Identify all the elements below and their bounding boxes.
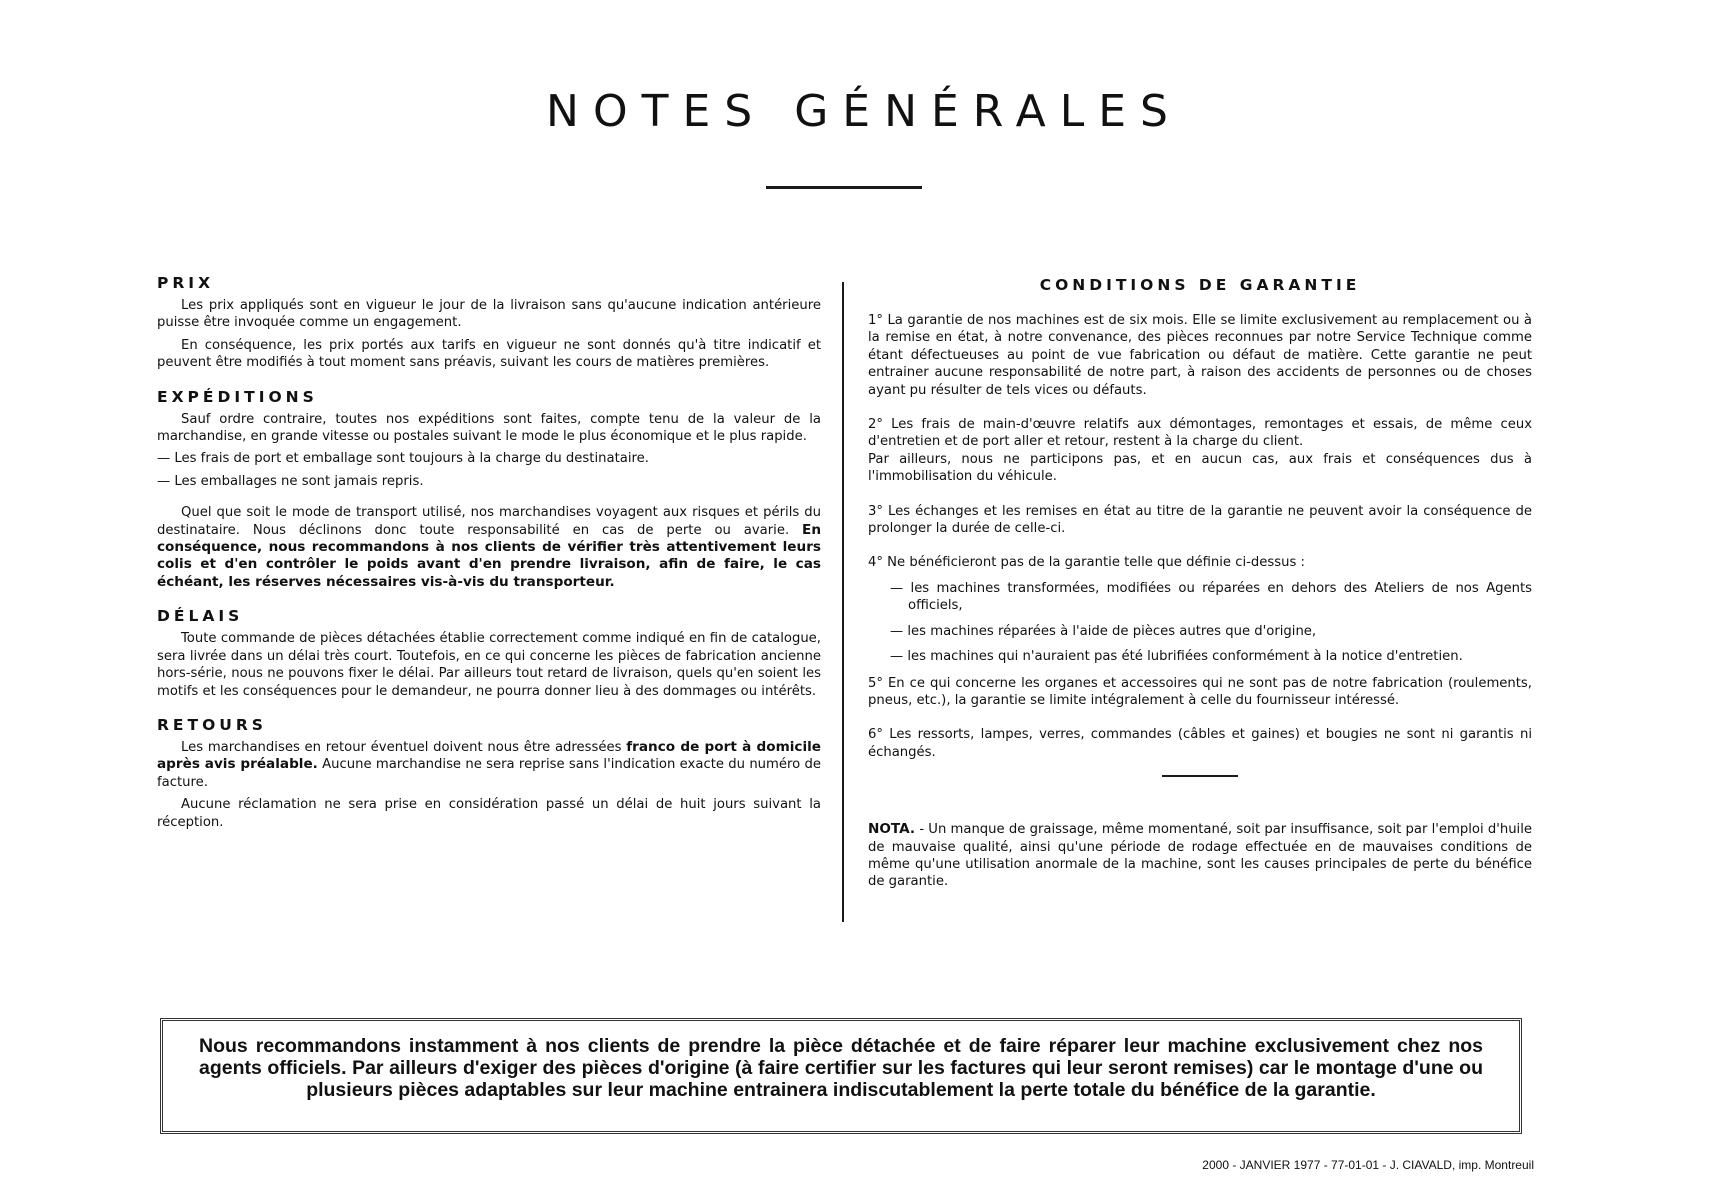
section-prix [157, 274, 821, 372]
dash-item: — Les frais de port et emballage sont toujours à la charge du destinataire. [157, 451, 649, 467]
paragraph-text: Les marchandises en retour éventuel doivent nous être adressées [181, 739, 627, 755]
warranty-item-6 [868, 726, 1532, 761]
section-heading-retours: RETOURS [157, 715, 267, 734]
paragraph: Sauf ordre contraire, toutes nos expéditions sont faites, compte tenu de la valeur de la marchandise, en grande vitesse ou postales suivant le mode le plus économique et le plus rapide. [157, 411, 821, 445]
left-column [157, 274, 821, 847]
warranty-item-5 [868, 675, 1532, 710]
paragraph [157, 739, 821, 791]
nota-paragraph [868, 821, 1532, 891]
section-delais [157, 607, 821, 700]
list-item: — les machines qui n'auraient pas été lubrifiées conformément à la notice d'entretien. [890, 649, 1463, 665]
paragraph: 4° Ne bénéficieront pas de la garantie telle que définie ci-dessus : [868, 555, 1305, 571]
list-item: — les machines réparées à l'aide de pièces autres que d'origine, [890, 623, 1317, 639]
paragraph [157, 504, 821, 591]
title-underline [766, 186, 922, 189]
section-heading-garantie: CONDITIONS DE GARANTIE [1039, 276, 1361, 294]
section-heading-delais: DÉLAIS [157, 607, 244, 626]
exclusion-list [868, 580, 1532, 666]
recommendation-box [160, 1018, 1522, 1134]
warranty-item-4 [868, 554, 1532, 665]
section-retours [157, 716, 821, 831]
paragraph: Par ailleurs, nous ne participons pas, et en aucun cas, aux frais et conséquences dus à l'immobilisation du véhicule. [868, 451, 1532, 485]
section-heading-prix: PRIX [157, 274, 215, 292]
paragraph: 6° Les ressorts, lampes, verres, commandes (câbles et gaines) et bougies ne sont ni garantis ni échangés. [868, 727, 1532, 760]
warranty-item-2 [868, 416, 1532, 486]
paragraph: 5° En ce qui concerne les organes et accessoires qui ne sont pas de notre fabrication (roulements, pneus, etc.), la garantie se limite intégralement à celle du fournisseur intéressé. [868, 675, 1532, 708]
paragraph-bold-text: En conséquence, nous recommandons à nos clients de vérifier très attentivement leurs colis et d'en contrôler le poids avant d'en prendre livraison, afin de faire, le cas échéant, les réserves nécessaires vis-à-vis du transporteur. [157, 521, 821, 590]
right-column [868, 276, 1532, 891]
paragraph: Toute commande de pièces détachées établie correctement comme indiqué en fin de catalogue, sera livrée dans un délai très court. Toutefois, en ce qui concerne les pièces de fabrication ancienne hors-série, nous ne pouvons fixer le délai. Par ailleurs tout retard de livraison, quels qu'en soient les motifs et les conséquences pour le demandeur, ne pourra donner lieu à des dommages ou intérêts. [157, 631, 821, 699]
recommendation-text: Nous recommandons instamment à nos clients de prendre la pièce détachée et de faire réparer leur machine exclusivement chez nos agents officiels. Par ailleurs d'exiger des pièces d'origine (à faire certifier sur les factures qui leur seront remises) car le montage d'une ou plusieurs pièces adaptables sur leur machine entrainera indiscutablement la perte totale du bénéfice de la garantie. [199, 1035, 1483, 1101]
paragraph-text: Quel que soit le mode de transport utilisé, nos marchandises voyagent aux risques et périls du destinataire. Nous déclinons donc toute responsabilité en cas de perte ou avarie. [157, 505, 821, 538]
paragraph: 1° La garantie de nos machines est de six mois. Elle se limite exclusivement au remplacement ou à la remise en état, à notre convenance, des pièces reconnues par notre Service Technique comme étant défectueuses au point de vue fabrication ou défaut de matière. Cette garantie ne peut entrainer aucune responsabilité de notre part, à raison des accidents de personnes ou de choses ayant pu résulter de tels vices ou défauts. [868, 313, 1532, 398]
section-rule [1162, 775, 1238, 777]
warranty-item-1 [868, 312, 1532, 399]
dash-item: — Les emballages ne sont jamais repris. [157, 473, 424, 489]
paragraph: En conséquence, les prix portés aux tarifs en vigueur ne sont donnés qu'à titre indicatif et peuvent être modifiés à tout moment sans préavis, suivant les cours de matières premières. [157, 337, 821, 371]
paragraph-bold-text: franco de port à domicile après avis préalable. [157, 738, 822, 773]
nota-text: - Un manque de graissage, même momentané, soit par insuffisance, soit par l'emploi d'huile de mauvaise qualité, ainsi qu'une période de rodage effectuée en de mauvaises conditions de même qu'une utilisation anormale de la machine, sont les causes principales de perte du bénéfice de garantie. [868, 822, 1532, 890]
paragraph: 2° Les frais de main-d'œuvre relatifs aux démontages, remontages et essais, de même ceux d'entretien et de port aller et retour, restent à la charge du client. [868, 417, 1532, 450]
paragraph: Les prix appliqués sont en vigueur le jour de la livraison sans qu'aucune indication antérieure puisse être invoquée comme un engagement. [157, 298, 821, 331]
section-heading-expeditions: EXPÉDITIONS [157, 387, 318, 406]
page-title: NOTES GÉNÉRALES [546, 86, 1182, 137]
list-item: — les machines transformées, modifiées ou réparées en dehors des Ateliers de nos Agents officiels, [890, 580, 1532, 614]
warranty-item-3 [868, 503, 1532, 538]
printer-footer: 2000 - JANVIER 1977 - 77-01-01 - J. CIAVALD, imp. Montreuil [1202, 1158, 1534, 1172]
section-expeditions [157, 388, 821, 592]
paragraph: Aucune réclamation ne sera prise en considération passé un délai de huit jours suivant la réception. [157, 797, 821, 830]
column-divider [842, 282, 844, 922]
nota-label: NOTA. [868, 821, 916, 838]
paragraph: 3° Les échanges et les remises en état au titre de la garantie ne peuvent avoir la conséquence de prolonger la durée de celle-ci. [868, 503, 1532, 537]
paragraph-text: Aucune marchandise ne sera reprise sans l'indication exacte du numéro de facture. [157, 757, 821, 790]
